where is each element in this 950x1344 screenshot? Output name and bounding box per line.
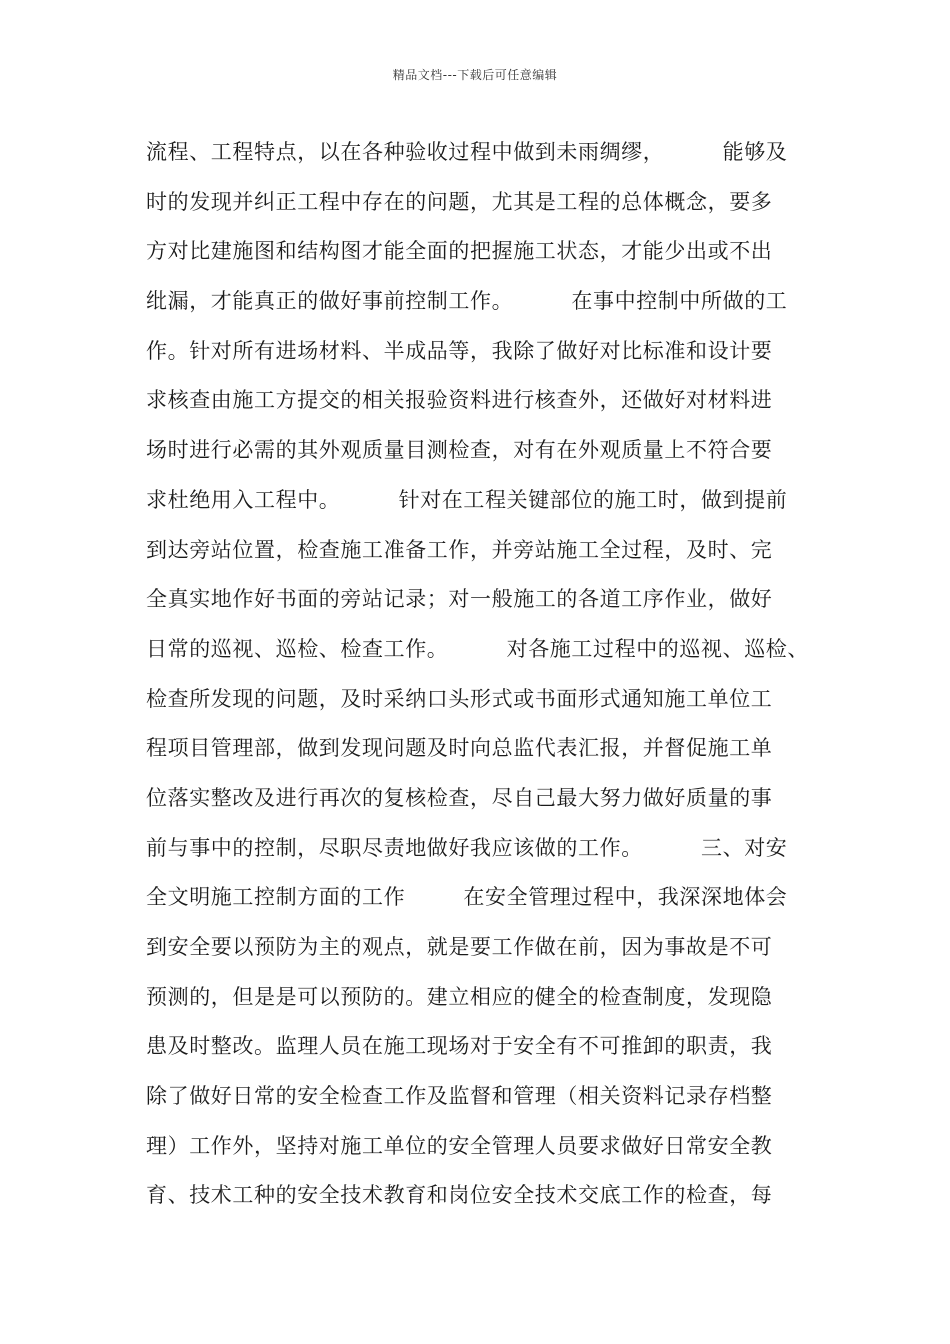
text-line: 检查所发现的问题，及时采纳口头形式或书面形式通知施工单位工	[146, 686, 773, 711]
text-line: 全真实地作好书面的旁站记录；对一般施工的各道工序作业，做好	[146, 587, 773, 612]
text-line: 除了做好日常的安全检查工作及监督和管理（相关资料记录存档整	[146, 1084, 773, 1109]
text-line: 育、技术工种的安全技术教育和岗位安全技术交底工作的检查，每	[146, 1183, 773, 1208]
text-line: 作。针对所有进场材料、半成品等，我除了做好对比标准和设计要	[146, 338, 773, 363]
text-line: 理）工作外，坚持对施工单位的安全管理人员要求做好日常安全教	[146, 1133, 773, 1158]
page-header: 精品文档---下载后可任意编辑	[392, 68, 558, 82]
text-line: 预测的，但是是可以预防的。建立相应的健全的检查制度，发现隐	[146, 984, 773, 1009]
text-line: 程项目管理部，做到发现问题及时向总监代表汇报，并督促施工单	[146, 736, 773, 761]
text-line: 场时进行必需的其外观质量目测检查，对有在外观质量上不符合要	[146, 438, 773, 463]
text-line: 全文明施工控制方面的工作 在安全管理过程中，我深深地体会	[146, 885, 788, 910]
text-line: 方对比建施图和结构图才能全面的把握施工状态，才能少出或不出	[146, 239, 773, 264]
text-line: 时的发现并纠正工程中存在的问题，尤其是工程的总体概念，要多	[146, 189, 773, 214]
text-line: 到达旁站位置，检查施工准备工作，并旁站施工全过程，及时、完	[146, 537, 773, 562]
text-line: 纰漏，才能真正的做好事前控制工作。 在事中控制中所做的工	[146, 289, 788, 314]
text-line: 患及时整改。监理人员在施工现场对于安全有不可推卸的职责，我	[146, 1034, 773, 1059]
text-line: 求杜绝用入工程中。 针对在工程关键部位的施工时，做到提前	[146, 487, 788, 512]
text-line: 位落实整改及进行再次的复核检查，尽自己最大努力做好质量的事	[146, 785, 773, 810]
text-line: 日常的巡视、巡检、检查工作。 对各施工过程中的巡视、巡检、	[146, 636, 809, 661]
document-body	[146, 132, 826, 1225]
text-line: 流程、工程特点，以在各种验收过程中做到未雨绸缪， 能够及	[146, 140, 788, 164]
text-line: 前与事中的控制，尽职尽责地做好我应该做的工作。 三、对安	[146, 835, 788, 860]
text-line: 到安全要以预防为主的观点，就是要工作做在前，因为事故是不可	[146, 935, 773, 959]
text-line: 求核查由施工方提交的相关报验资料进行核查外，还做好对材料进	[146, 388, 773, 413]
